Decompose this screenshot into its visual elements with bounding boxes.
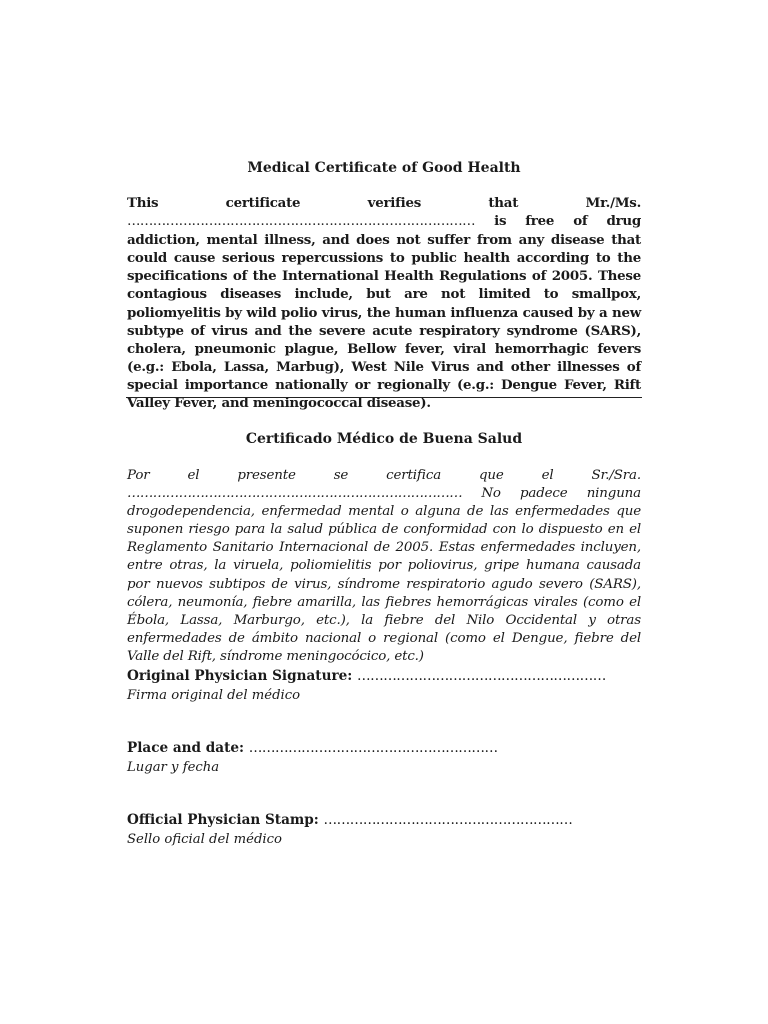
spanish-body: No padece ninguna drogodependencia, enfermedad mental o alguna de las enfermedades que suponen riesgo para la salud pública de conformidad con lo dispuesto en el Reglamento Sanitario Internacional de 2005. Estas enfermedades incluyen, entre otras, la viruela, poliomielitis por poliovirus, gripe humana causada por nuevos subtipos de virus, síndrome respiratorio agudo severo (SARS), cólera, neumonía, fiebre amarilla, las fiebres hemorrágicas virales (como el Ébola, Lassa, Marburgo, etc.), la fiebre del Nilo Occidental y otras enfermedades de ámbito nacional o regional (como el Dengue, fiebre del Valle del Rift, síndrome meningocócico, etc.) [127,486,641,664]
spanish-name-blank: …………………………………………………………………… [127,486,463,502]
spanish-intro: Por el presente se certifica que el Sr./Sra. [127,468,641,483]
signature-field [127,666,641,706]
stamp-label [127,810,641,830]
stamp-subtitle: Sello oficial del médico [127,832,282,847]
english-title: Medical Certificate of Good Health [247,160,521,176]
english-certificate-text [127,194,641,412]
signature-blank: ………………………………………………… [357,668,606,684]
place-date-field [127,738,641,778]
stamp-label-text: Official Physician Stamp: [127,812,324,828]
stamp-blank: ………………………………………………… [323,812,573,828]
stamp-field [127,810,641,850]
signature-label-text: Original Physician Signature: [127,668,358,684]
place-date-label [127,738,641,758]
place-date-subtitle: Lugar y fecha [127,760,220,775]
english-body: is free of drug addiction, mental illness, and does not suffer from any disease that could cause serious repercussions to public health according to the specifications of the International Health Regulations of 2005. These contagious diseases include, but are not limited to smallpox, poliomyelitis by wild polio virus, the human influenza caused by a new subtype of virus and the severe acute respiratory syndrome (SARS), cholera, pneumonic plague, Bellow fever, viral hemorrhagic fevers (e.g.: Ebola, Lassa, Marbug), West Nile Virus and other illnesses of special importance nationally or regionally (e.g.: Dengue Fever, Rift Valley Fever, and meningococcal disease). [127,213,641,412]
section-divider [126,397,642,398]
spanish-certificate-text [127,467,641,666]
signature-label [127,666,641,686]
spanish-title: Certificado Médico de Buena Salud [245,431,523,447]
place-date-blank: ………………………………………………… [248,740,498,756]
signature-subtitle: Firma original del médico [127,688,301,703]
place-date-label-text: Place and date: [127,740,249,756]
english-name-blank: ……………………………………………………………………… [127,214,476,230]
english-intro: This certificate verifies that Mr./Ms. [127,195,641,211]
